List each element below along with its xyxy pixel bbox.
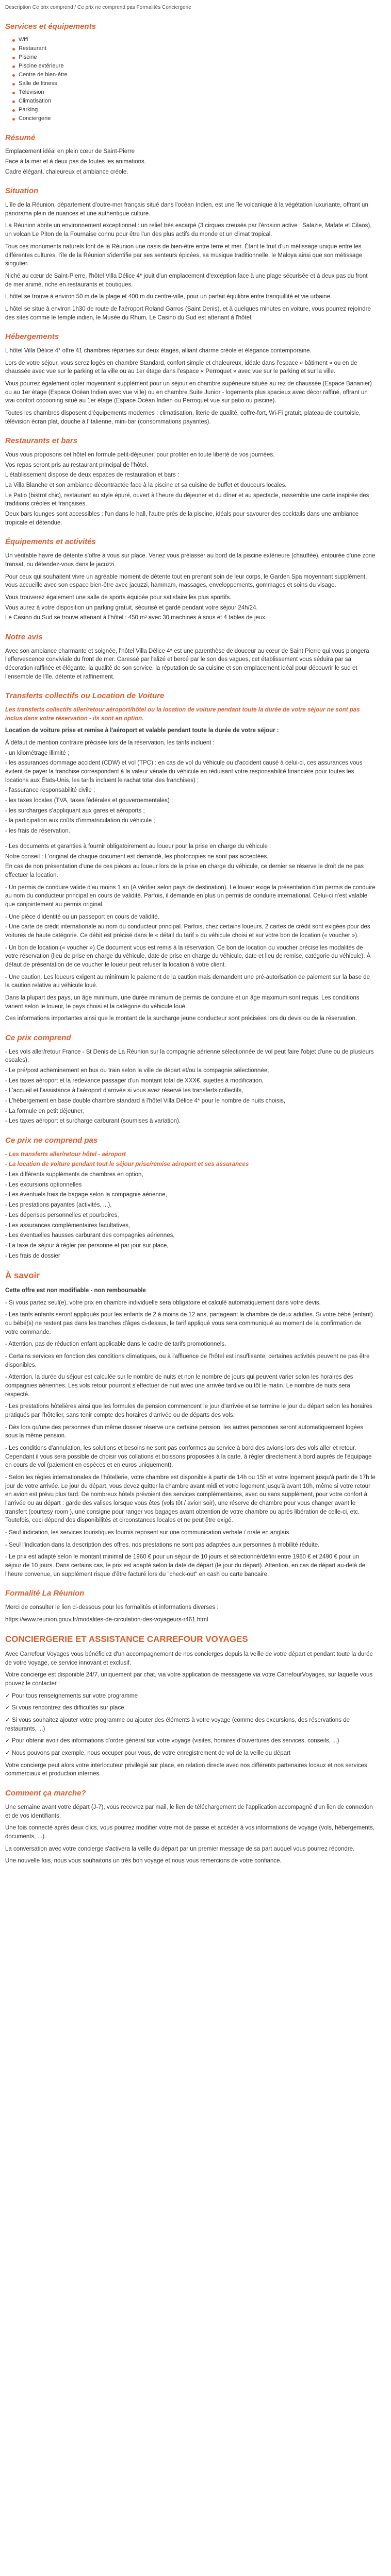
ne-comprend-item: - Les frais de dossier — [5, 1252, 60, 1259]
services-list — [5, 36, 376, 123]
ne-comprend-item: - Les excursions optionnelles — [5, 1181, 82, 1188]
service-item: Parking — [12, 106, 376, 114]
savoir-subtitle: Cette offre est non modifiable - non remboursable — [5, 1287, 146, 1294]
paragraph: - Un bon de location (« voucher ») Ce document vous est remis à la réservation. Ce bon de location ou voucher précise les modalités de votre réservation (lieu de prise en charge du véhicule, date de prise en charge du véhicule, date et lieu de remise, catégorie du véhicule). À défaut de présentation de ce voucher le loueur peut refuser la location à votre client. — [5, 944, 371, 968]
paragraph: Vous aurez à votre disposition un parking gratuit, sécurisé et gardé pendant votre séjour 24h/24. — [5, 604, 258, 611]
paragraph: - Selon les règles internationales de l'hôtellerie, votre chambre est disponible à partir de 14h ou 15h et votre logement jusqu'à partir de 17h le jour de votre arrivée. Le jour du départ, vous devez quitter la chambre avant midi et votre logement jusqu'à avant 10h, même si votre retour en avion est prévu plus tard. De nombreux hôtels prévoient des services complémentaires, avec ou sans supplément, pour votre confort à l'arrivée ou au départ : garde des valises lorsque vous êtes (vols tôt / avion soir), une réserve de chambre pour vous changer avant le transfert (courtesy room ), une consigne pour ranger vos bagages avant obtention de votre chambre ou après libération de celle-ci, etc. Toutefois, ceci dépend des disponibilités et circonstances locales et ne peut être exigé. — [5, 1474, 376, 1524]
hebergements-text — [5, 347, 376, 426]
paragraph: - Les prestations hôtelières ainsi que les formules de pension commencent le jour d'arrivée et se termine le jour du départ selon les horaires pratiqués par l'hôtelier, sans tenir compte des horaires d'arrivée ou de départs des vols. — [5, 1403, 372, 1418]
comprend-item: - L'hébergement en base double chambre standard à l'hôtel Villa Délice 4* pour le nombre de nuits choisis, — [5, 1098, 286, 1105]
prix-ne-comprend-list — [5, 1150, 376, 1260]
check-item: ✓ Pour obtenir avoir des informations d'ordre général sur votre voyage (visites, horaires d'ouvertures des services, conseils, ...) — [5, 1738, 339, 1744]
paragraph: Un véritable havre de détente s'offre à vous sur place. Venez vous prélasser au bord de la piscine extérieure (chauffée), entourée d'une zone transat, ou détendez-vous dans le jacuzzi. — [5, 553, 376, 568]
resume-title: Résumé — [5, 133, 36, 142]
services-title: Services et équipements — [5, 22, 96, 31]
situation-text — [5, 201, 376, 322]
hebergements-title: Hébergements — [5, 332, 59, 342]
paragraph: Lors de votre séjour, vous serez logés en chambre Standard, confort simple et chaleureux, idéale dans l'espace « bâtiment » ou en de chaussée avec vue sur le parking et la ville ou au 1er étage dans l'espace « Perroquet » avec vue sur le parking et sur la ville. — [5, 360, 357, 375]
paragraph: - Seul l'indication dans la description des offres, nos prestations ne sont pas adaptées aux personnes à mobilité réduite. — [5, 1541, 320, 1548]
paragraph: La Réunion abrite un environnement exceptionnel : un relief très escarpé (3 cirques creusés par l'érosion active : Salazie, Mafate et Cilaos), un volcan Le Piton de la Fournaise connu pour être l'un des plus actifs du monde et un climat tropical. — [5, 223, 372, 238]
service-item: Wifi — [12, 36, 376, 44]
paragraph: En cas de non présentation d'une de ces pièces au loueur lors de la prise en charge du véhicule, ce dernier se réserve le droit de ne pas effectuer la location. — [5, 863, 364, 878]
comment-text — [5, 1803, 376, 1866]
paragraph: - Une carte de crédit internationale au nom du conducteur principal. Parfois, chez certains loueurs, 2 cartes de crédit sont exigées pour des voitures de haute catégorie. Ce débit est précisé dans le « détail du tarif » du véhicule choisi et sur votre bon de location (« voucher »). — [5, 924, 370, 939]
paragraph: Vous pourrez également opter moyennant supplément pour un séjour en chambre supérieure située au rez de chaussée (Espace Bananier) ou au 1er étage (Espace Océan Indien avec vue ville) ou en chambre Suite Junior - logements plus spacieux avec décor raffiné, offrant un vrai confort cocooning situé au 1er étage (Espace Océan Indien ou Perroquet vue sur patio ou piscine). — [5, 380, 372, 404]
paragraph: - Attention, pas de réduction enfant applicable dans le cadre de tarifs promotionnels. — [5, 1341, 226, 1348]
service-item: Centre de bien-être — [12, 71, 376, 79]
service-item: Télévision — [12, 89, 376, 97]
ne-comprend-warning: - La location de voiture pendant tout le séjour prise/remise aéroport et ses assurances — [5, 1161, 249, 1168]
check-item: ✓ Si vous souhaitez ajouter votre programme ou ajouter des éléments à votre voyage (comme des excursions, des réservations de restaurants, ...) — [5, 1717, 350, 1732]
paragraph: - Les tarifs enfants seront appliqués pour les enfants de 2 à moins de 12 ans, partageant la chambre de deux adultes. Si votre bébé (enfant) ou bébé(s) ne restent pas dans les tranches d'âges ci-dessus, le tarif appliqué vous sera communiqué au moment de la confirmation de votre commande. — [5, 1312, 373, 1335]
paragraph: Une fois connecté après deux clics, vous pourrez modifier votre mot de passe et accéder à vos informations de voyage (vols, hébergements, documents, ...). — [5, 1825, 374, 1840]
formalite-title: Formalité La Réunion — [5, 1589, 85, 1598]
ne-comprend-item: - Les différents suppléments de chambres en option, — [5, 1172, 143, 1178]
paragraph: - Un permis de conduire valide d'au moins 1 an (A vérifier selon pays de destination). Le loueur exige la présentation d'un permis de conduire au nom du conducteur principal en cours de validité. Parfois, il demande en plus un permis de conduire international. Celui-ci n'est valable que conjointement au permis original. — [5, 884, 376, 908]
check-item: ✓ Pour tous renseignements sur votre programme — [5, 1692, 138, 1699]
comprend-item: - La formule en petit déjeuner, — [5, 1108, 84, 1114]
location-title: Location de voiture prise et remise à l'aéroport et valable pendant toute la durée de votre séjour : — [5, 727, 279, 734]
paragraph: Avec son ambiance charmante et soignée, l'hôtel Villa Délice 4* est une parenthèse de douceur au cœur de Saint Pierre qui vous plongera l'effervescence conviviale du front de mer. Caressé par l'alizé et bercé par le son des vagues, cet établissement vous séduira par sa décoration raffinée et élégante, la qualité de son service, la réputation de sa cuisine et son emplacement idéal pour découvrir le sud et l'ensemble de l'île, détente et raffinement. — [5, 648, 369, 680]
paragraph: - Certains services en fonction des conditions climatiques, ou à l'affluence de l'hôtel est insuffisante, certaines activités peuvent ne pas être disponibles. — [5, 1353, 370, 1368]
include-item: - les frais de réservation. — [5, 828, 70, 835]
include-item: - les taxes locales (TVA, taxes fédérales et gouvernementales) ; — [5, 798, 173, 804]
formalite-link[interactable] — [5, 1616, 376, 1624]
paragraph: Pour ceux qui souhaitent vivre un agréable moment de détente tout en prenant soin de leur corps, le Garden Spa moyennant supplément, vous accueille avec son espace bien-être avec jacuzzi, hammam, massages, enveloppements, gommages et soins du visage. — [5, 573, 367, 589]
paragraph: - Si vous partez seul(e), votre prix en chambre individuelle sera obligatoire et calculé automatiquement dans votre devis. — [5, 1299, 321, 1306]
ne-comprend-warning: - Les transferts aller/retour hôtel - aéroport — [5, 1151, 126, 1158]
check-item: ✓ Nous pouvons par exemple, nous occuper pour vous, de votre enregistrement de vol de la veille du départ — [5, 1750, 291, 1757]
restaurants-title: Restaurants et bars — [5, 436, 78, 446]
paragraph: Niché au cœur de Saint-Pierre, l'hôtel Villa Délice 4* jouit d'un emplacement d'exception face à une plage sécurisée et à deux pas du front de mer animé, riche en restaurants et boutiques. — [5, 273, 368, 288]
paragraph: Une semaine avant votre départ (J-7), vous recevrez par mail, le lien de téléchargement de l'application accompagné d'un lien de connexion et de vos identifiants. — [5, 1804, 373, 1819]
paragraph: Vous trouverez également une salle de sports équipée pour satisfaire les plus sportifs. — [5, 594, 232, 601]
include-item: - les assurances dommage accident (CDW) et vol (TPC) : en cas de vol du véhicule ou d'accident causé à celui-ci, ces assurances vous évitent de payer la franchise correspondant à la valeur vénale du véhicule en réduisant votre responsabilité financière pour toutes les locations aux États-Unis, les tarifs incluent le rachat total des franchises) ; — [5, 760, 363, 784]
resume-line: Cadre élégant, chaleureux et ambiance créole. — [5, 168, 128, 175]
savoir-text — [5, 1286, 376, 1579]
service-item: Restaurant — [12, 45, 376, 53]
paragraph: Tous ces monuments naturels font de la Réunion une oasis de bien-être entre terre et mer. Étant le fruit d'un métissage unique entre les différentes cultures, l'île de la Réunion s'identifie par ses senteurs épicées, sa musique traditionnelle, le Maloya ainsi que son métissage singulier. — [5, 243, 363, 267]
resume-line: Emplacement idéal en plein cœur de Saint-Pierre — [5, 148, 135, 155]
paragraph: Une nouvelle fois, nous vous souhaitons un très bon voyage et nous vous remercions de votre confiance. — [5, 1858, 282, 1865]
paragraph: L'hôtel Villa Délice 4* offre 41 chambres réparties sur deux étages, alliant charme créole et élégance contemporaine. — [5, 347, 312, 354]
formalite-url[interactable]: https://www.reunion.gouv.fr/modalites-de-circulation-des-voyageurs-r461.html — [5, 1616, 208, 1623]
include-item: - l'assurance responsabilité civile ; — [5, 787, 95, 794]
ne-comprend-item: - Les prestations payantes (activités, ...), — [5, 1202, 112, 1209]
equipements-title: Équipements et activités — [5, 537, 96, 547]
paragraph: Votre concierge peut alors votre interlocuteur privilégié sur place, en relation directe avec nos différents partenaires locaux et nos services commerciaux et production internes. — [5, 1762, 367, 1777]
paragraph: Deux bars lounges sont accessibles : l'un dans le hall, l'autre près de la piscine, idéals pour savourer des cocktails dans une ambiance tropicale et détendue. — [5, 511, 359, 526]
paragraph: - Le prix est adapté selon le montant minimal de 1960 € pour un séjour de 10 jours et sélectionné/défini entre 1960 € et 2490 € pour un séjour de 10 jours. Dans certains cas, le prix est adapté selon la date de départ (le jour du départ). Attention, en cas de départ au-delà de l'heure convenue, un supplément risque d'être facturé lors du "check-out" en cash ou carte bancaire. — [5, 1554, 366, 1578]
comprend-item: - L'accueil et l'assistance à l'aéroport d'arrivée si vous avez réservé les transferts collectifs, — [5, 1088, 243, 1094]
ne-comprend-item: - Les éventuelles hausses carburant des compagnies aériennes, — [5, 1232, 175, 1239]
paragraph: Vous vous proposons cet hôtel en formule petit-déjeuner, pour profiter en toute liberté de vos journées. — [5, 452, 275, 459]
service-item: Climatisation — [12, 97, 376, 106]
paragraph: Toutes les chambres disposent d'équipements modernes : climatisation, literie de qualité, coffre-fort, Wi-Fi gratuit, plateau de courtoisie, télévision écran plat, douche à l'italienne, mini-bar (consommations payantes). — [5, 410, 361, 425]
avis-title: Notre avis — [5, 632, 43, 641]
include-item: - un kilométrage illimité ; — [5, 750, 69, 756]
comprend-item: - Les taxes aéroport et la redevance passager d'un montant total de XXX€, sujettes à modification, — [5, 1077, 264, 1084]
ne-comprend-item: - Les éventuels frais de bagage selon la compagnie aérienne, — [5, 1192, 167, 1198]
paragraph: - Une caution. Les loueurs exigent au minimum le paiement de la caution mais demandent une pré-autorisation de paiement sur la base de la caution relative au véhicule loué. — [5, 974, 370, 989]
avis-text — [5, 647, 376, 682]
formalite-text — [5, 1603, 376, 1624]
paragraph: L'hôtel se trouve à environ 50 m de la plage et 400 m du centre-ville, pour un parfait équilibre entre tranquillité et vie urbaine. — [5, 294, 332, 300]
paragraph: Notre conseil : L'original de chaque document est demandé, les photocopies ne sont pas acceptées. — [5, 853, 269, 860]
location-intro: À défaut de mention contraire précisée lors de la réservation, les tarifs incluent : — [5, 740, 215, 747]
ne-comprend-item: - Les assurances complémentaires facultatives, — [5, 1222, 131, 1229]
paragraph: Dans la plupart des pays, un âge minimum, une durée minimum de permis de conduire et un âge maximum sont requis. Les conditions varient selon le loueur, le pays choisi et la catégorie du véhicule loué. — [5, 994, 360, 1010]
transferts-title: Transferts collectifs ou Location de Voiture — [5, 691, 165, 701]
conciergerie-title: CONCIERGERIE ET ASSISTANCE CARREFOUR VOYAGES — [5, 1634, 248, 1645]
include-item: - la participation aux coûts d'immatriculation du véhicule ; — [5, 818, 155, 824]
service-item: Salle de fitness — [12, 80, 376, 88]
conciergerie-text — [5, 1650, 376, 1778]
formalite-intro: Merci de consulter le lien ci-dessous pour les formalités et informations diverses : — [5, 1604, 219, 1611]
include-item: - les surcharges s'appliquant aux gares et aéroports ; — [5, 807, 145, 814]
paragraph: - Une pièce d'identité ou un passeport en cours de validité. — [5, 913, 159, 920]
paragraph: Vos repas seront pris au restaurant principal de l'hôtel. — [5, 462, 149, 468]
resume-text — [5, 147, 376, 176]
paragraph: L'île de la Réunion, département d'outre-mer français situé dans l'océan Indien, est une île volcanique à la végétation luxuriante, offrant un panorama plein de nuances et une authentique culture. — [5, 202, 368, 217]
prix-ne-comprend-title: Ce prix ne comprend pas — [5, 1136, 98, 1145]
equipements-text — [5, 552, 376, 622]
paragraph: Le Patio (bistrot chic), restaurant au style épuré, ouvert à l'heure du déjeuner et du dîner et au spectacle, rassemble une carte inspirée des traditions créoles et françaises. — [5, 492, 369, 507]
ne-comprend-item: - La taxe de séjour à régler par personne et par jour sur place, — [5, 1242, 169, 1249]
check-item: ✓ Si vous rencontrez des difficultés sur place — [5, 1705, 124, 1711]
paragraph: - Les conditions d'annulation, les solutions et besoins ne sont pas conformes au service à bord des avions lors des vols aller et retour. Cependant il vous sera possible de choisir vos collations et boissons proposées à la carte, à régler directement à bord auprès de l'équipage en cours de vol (paiement en espèces et en euros uniquement). — [5, 1445, 372, 1469]
paragraph: Avec Carrefour Voyages vous bénéficiez d'un accompagnement de nos concierges depuis la veille de votre départ et pendant toute la durée de votre voyage, ce service innovant et exclusif. — [5, 1651, 373, 1666]
paragraph: L'hôtel se situe à environ 1h30 de route de l'aéroport Roland Garros (Saint Denis), et à quelques minutes en voiture, vous pourrez rejoindre des sites comme le temple indien, le Musée du Rhum, Le Casino du Sud est attenant à l'hôtel. — [5, 306, 371, 321]
comprend-item: - Le pré/post acheminement en bus ou train selon la ville de départ et/ou la compagnie sélectionnée, — [5, 1067, 269, 1074]
tab-links[interactable]: Description Ce prix comprend / Ce prix ne comprend pas Formalités Conciergerie — [5, 5, 191, 10]
paragraph: L'établissement dispose de deux espaces de restauration et bars : — [5, 472, 180, 479]
comprend-item: - Les vols aller/retour France - St Denis de La Réunion sur la compagnie aérienne sélectionnée de vol peut faire l'objet d'une ou de plusieurs escales), — [5, 1048, 374, 1064]
prix-comprend-title: Ce prix comprend — [5, 1033, 71, 1042]
service-item: Conciergerie — [12, 115, 376, 123]
paragraph: Ces informations importantes ainsi que le montant de la surcharge jeune conducteur sont précisées lors du devis ou de la réservation. — [5, 1015, 357, 1022]
paragraph: - Dès lors qu'une des personnes d'un même dossier réserve une certaine pension, les autres personnes seront automatiquement logées sous la même pension. — [5, 1424, 364, 1439]
savoir-title: À savoir — [5, 1270, 40, 1281]
paragraph: - Attention, la durée du séjour est calculée sur le nombre de nuits et non le nombre de jours qui peuvent varier selon les horaires des compagnies aériennes. Les vols retour pourront s'effectuer de nuit avec une arrivée tardive ou tôt le matin. Le nombre de nuits sera respecté. — [5, 1374, 353, 1398]
resume-line: Face à la mer et à deux pas de toutes les animations. — [5, 159, 146, 165]
service-item: Piscine — [12, 54, 376, 62]
prix-comprend-list — [5, 1048, 376, 1126]
situation-title: Situation — [5, 187, 39, 196]
transferts-warning: Les transferts collectifs aller/retour aéroport/hôtel ou la location de voiture pendant toute la durée de votre séjour ne sont pas inclus dans votre réservation - ils sont en option. — [5, 707, 360, 722]
paragraph: Votre concierge est disponible 24/7, uniquement par chat, via votre application de messagerie via votre CarrefourVoyages, sur laquelle vous pouvez le contacter : — [5, 1672, 373, 1687]
restaurants-text — [5, 451, 376, 527]
comment-title: Comment ça marche? — [5, 1789, 86, 1798]
paragraph: - Sauf indication, les services touristiques fournis reposent sur une communication verbale / orale en anglais. — [5, 1529, 291, 1536]
paragraph: - Les documents et garanties à fournir obligatoirement au loueur pour la prise en charge du véhicule : — [5, 843, 271, 850]
transferts-text — [5, 706, 376, 1023]
ne-comprend-item: - Les dépenses personnelles et pourboires, — [5, 1212, 119, 1218]
paragraph: La Villa Blanche et son ambiance décontractée face à la piscine et sa cuisine de buffet et douceurs locales. — [5, 482, 287, 489]
comprend-item: - Les taxes aéroport et surcharge carburant (soumises à variation). — [5, 1118, 181, 1125]
paragraph: La conversation avec votre concierge s'activera la veille du départ par un premier message de sa part auquel vous pourrez répondre. — [5, 1845, 355, 1852]
paragraph: Le Casino du Sud se trouve attenant à l'hôtel : 450 m² avec 30 machines à sous et 4 tables de jeux. — [5, 615, 267, 621]
service-item: Piscine extérieure — [12, 62, 376, 71]
